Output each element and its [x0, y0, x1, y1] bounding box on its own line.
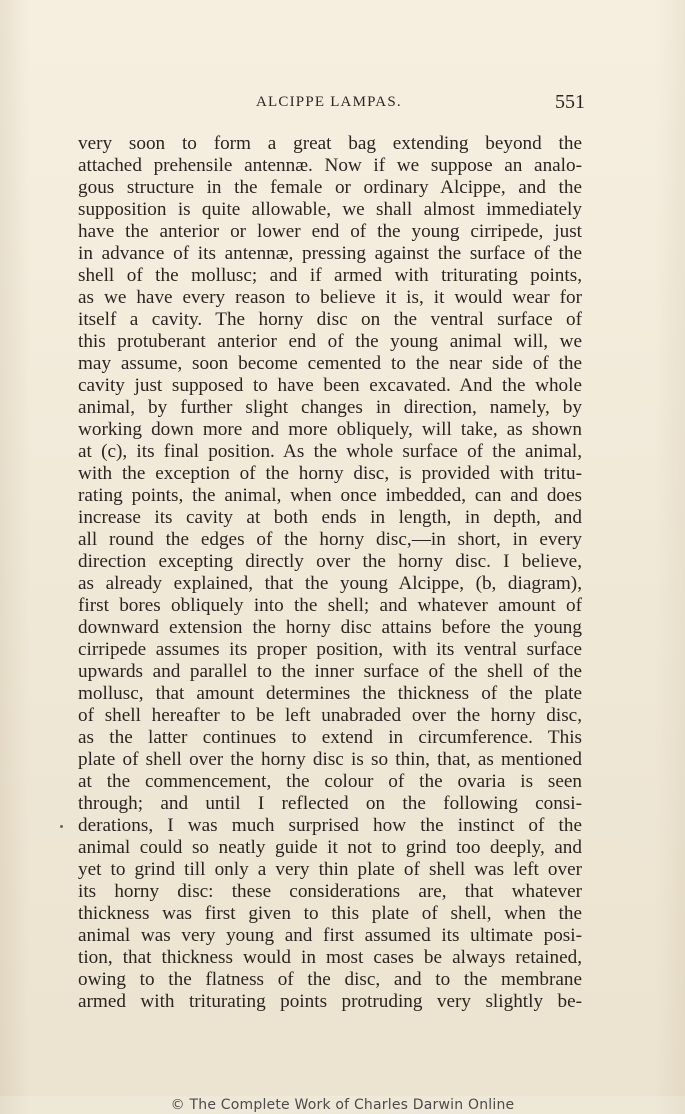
- text-line: yet to grind till only a very thin plate of shell was left over: [78, 859, 582, 880]
- text-line: its horny disc: these considerations are, that whatever: [78, 881, 582, 902]
- text-line: tion, that thickness would in most cases be always retained,: [78, 947, 582, 968]
- text-line: may assume, soon become cemented to the near side of the: [78, 353, 582, 374]
- text-line: of shell hereafter to be left unabraded over the horny disc,: [78, 705, 582, 726]
- text-line: as we have every reason to believe it is, it would wear for: [78, 287, 582, 308]
- text-line: downward extension the horny disc attains before the young: [78, 617, 582, 638]
- text-line: plate of shell over the horny disc is so thin, that, as mentioned: [78, 749, 582, 770]
- margin-mark: [60, 825, 63, 828]
- text-line: in advance of its antennæ, pressing against the surface of the: [78, 243, 582, 264]
- text-line: cirripede assumes its proper position, with its ventral surface: [78, 639, 582, 660]
- text-line: this protuberant anterior end of the young animal will, we: [78, 331, 582, 352]
- page-header: [80, 91, 585, 115]
- text-line: thickness was first given to this plate of shell, when the: [78, 903, 582, 924]
- text-line: at the commencement, the colour of the ovaria is seen: [78, 771, 582, 792]
- text-line: derations, I was much surprised how the instinct of the: [78, 815, 582, 836]
- running-head: ALCIPPE LAMPAS.: [256, 94, 402, 110]
- text-line: mollusc, that amount determines the thickness of the plate: [78, 683, 582, 704]
- text-line: attached prehensile antennæ. Now if we suppose an analo-: [78, 155, 582, 176]
- text-line: armed with triturating points protruding very slightly be-: [78, 991, 582, 1012]
- text-line: very soon to form a great bag extending beyond the: [78, 133, 582, 154]
- copyright-footer: © The Complete Work of Charles Darwin Online: [0, 1096, 685, 1114]
- text-line: supposition is quite allowable, we shall almost immediately: [78, 199, 582, 220]
- text-line: as already explained, that the young Alcippe, (b, diagram),: [78, 573, 582, 594]
- text-line: at (c), its final position. As the whole surface of the animal,: [78, 441, 582, 462]
- text-line: animal, by further slight changes in direction, namely, by: [78, 397, 582, 418]
- text-line: as the latter continues to extend in circumference. This: [78, 727, 582, 748]
- text-line: direction excepting directly over the horny disc. I believe,: [78, 551, 582, 572]
- text-line: all round the edges of the horny disc,—in short, in every: [78, 529, 582, 550]
- text-line: upwards and parallel to the inner surface of the shell of the: [78, 661, 582, 682]
- text-line: have the anterior or lower end of the young cirripede, just: [78, 221, 582, 242]
- text-line: with the exception of the horny disc, is provided with tritu-: [78, 463, 582, 484]
- text-line: working down more and more obliquely, will take, as shown: [78, 419, 582, 440]
- body-text: [78, 133, 582, 1013]
- page-number: 551: [555, 91, 585, 113]
- text-line: through; and until I reflected on the following consi-: [78, 793, 582, 814]
- text-line: animal could so neatly guide it not to grind too deeply, and: [78, 837, 582, 858]
- text-line: increase its cavity at both ends in length, in depth, and: [78, 507, 582, 528]
- text-line: gous structure in the female or ordinary Alcippe, and the: [78, 177, 582, 198]
- text-line: owing to the flatness of the disc, and to the membrane: [78, 969, 582, 990]
- text-line: first bores obliquely into the shell; and whatever amount of: [78, 595, 582, 616]
- text-line: cavity just supposed to have been excavated. And the whole: [78, 375, 582, 396]
- text-line: animal was very young and first assumed its ultimate posi-: [78, 925, 582, 946]
- text-line: rating points, the animal, when once imbedded, can and does: [78, 485, 582, 506]
- text-line: shell of the mollusc; and if armed with triturating points,: [78, 265, 582, 286]
- text-line: itself a cavity. The horny disc on the ventral surface of: [78, 309, 582, 330]
